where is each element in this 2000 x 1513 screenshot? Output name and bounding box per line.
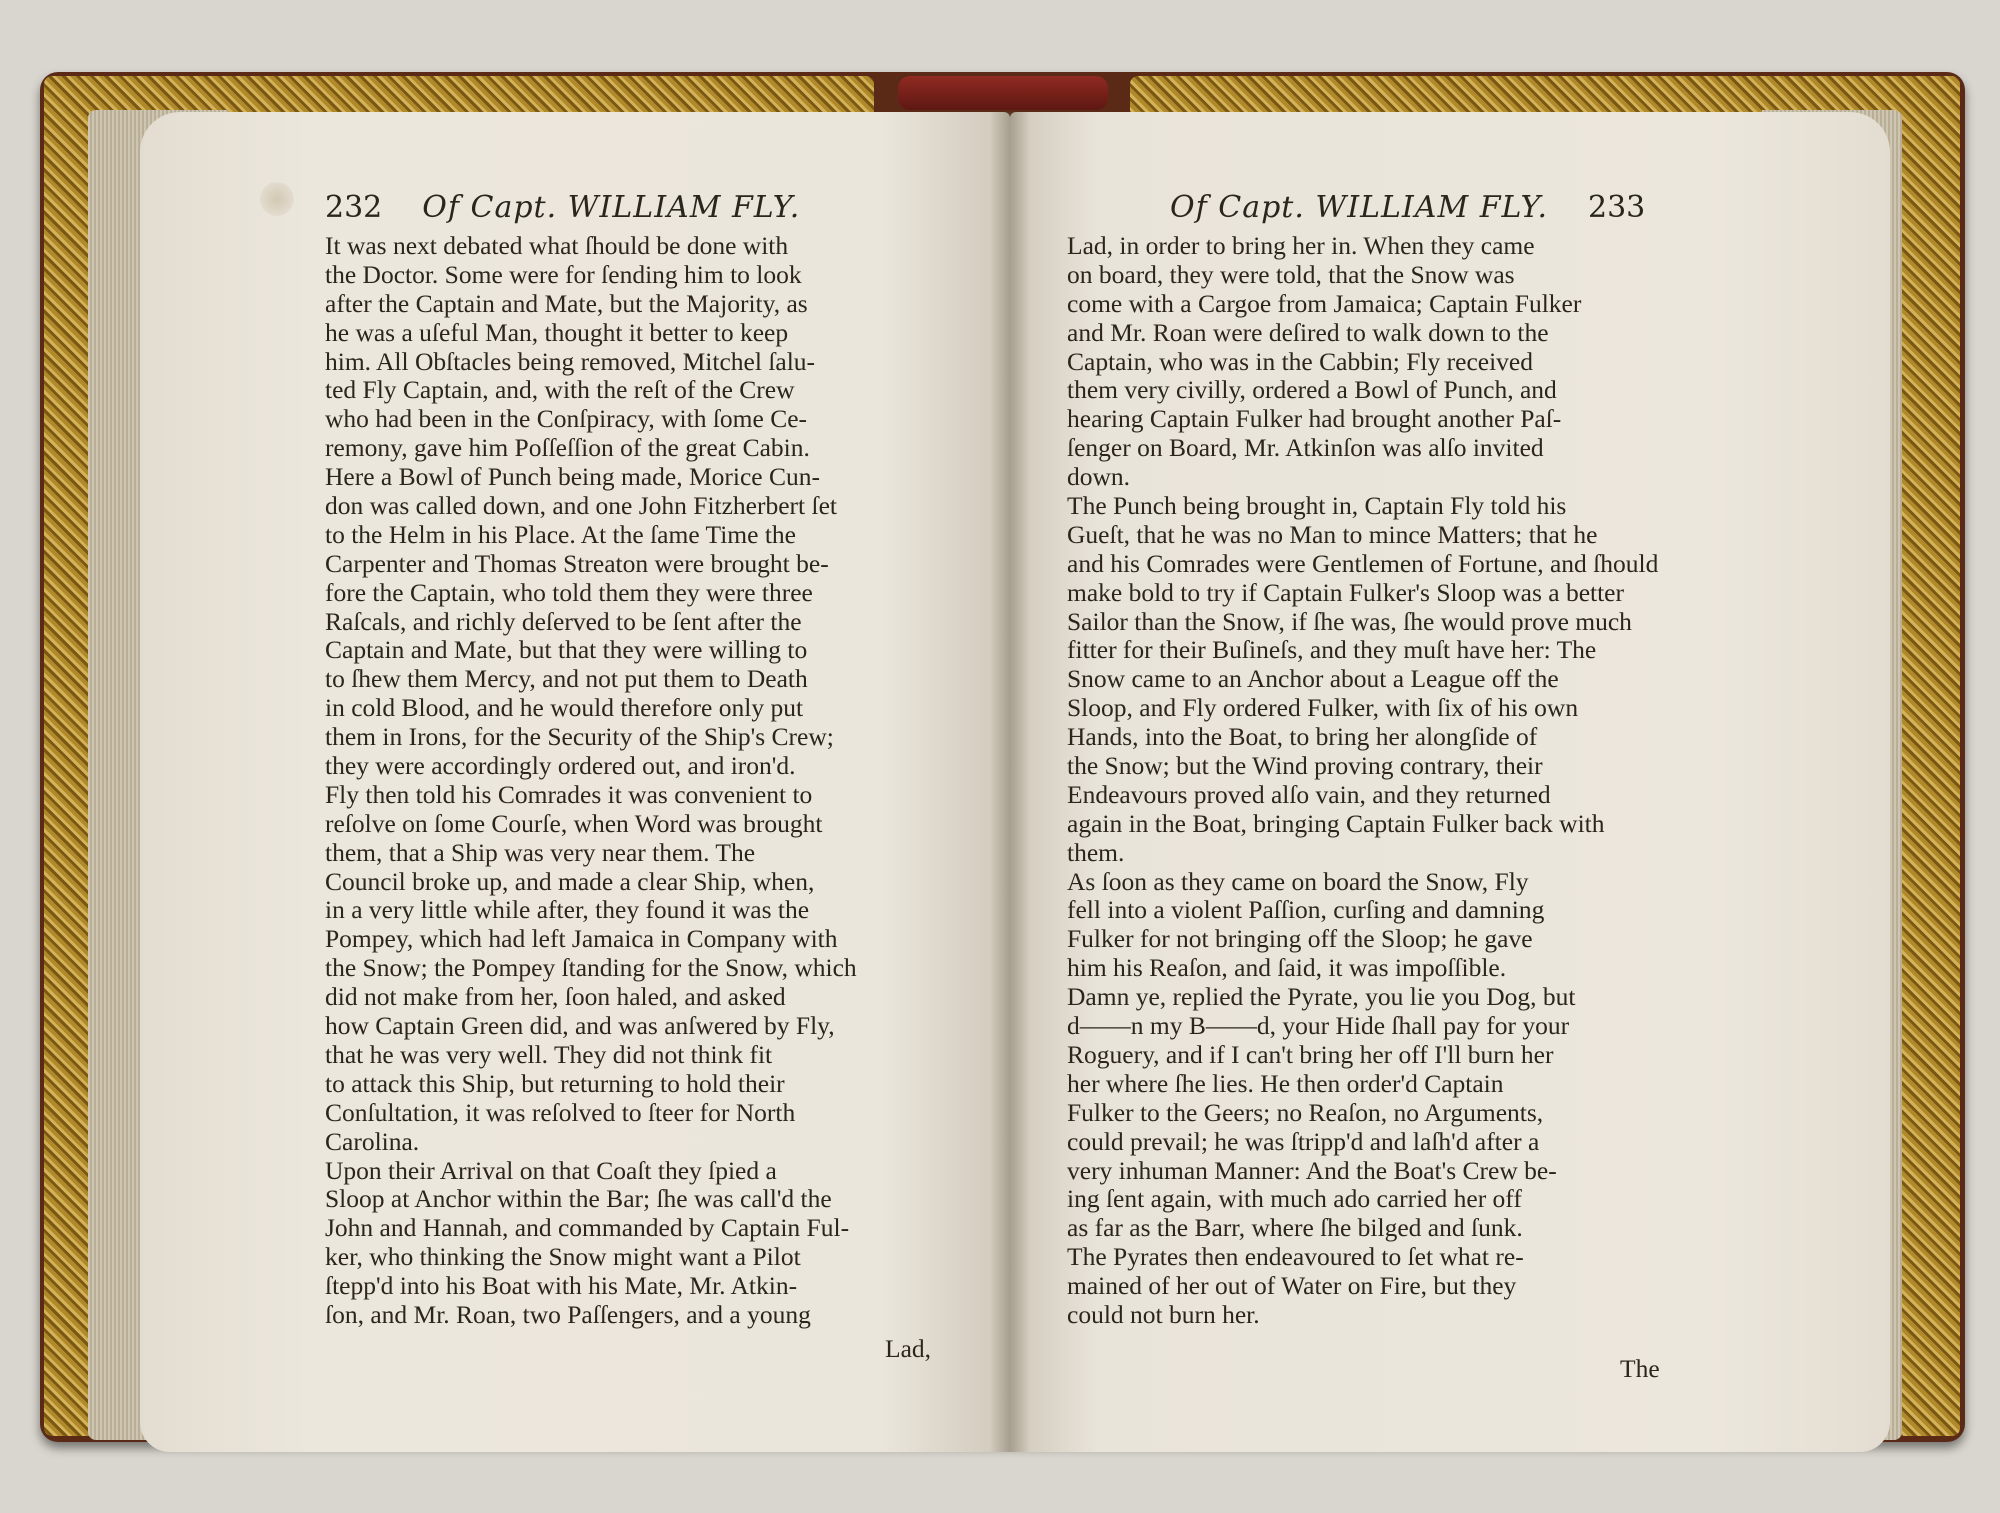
text-line: her where ſhe lies. He then order'd Captain bbox=[1067, 1069, 1504, 1098]
text-line: they were accordingly ordered out, and iron'd. bbox=[325, 752, 796, 781]
text-line: as far as the Barr, where ſhe bilged and ſunk. bbox=[1067, 1214, 1523, 1243]
text-line: hearing Captain Fulker had brought another Paſ- bbox=[1067, 405, 1562, 434]
text-line: them. bbox=[1067, 838, 1125, 867]
running-head: Of Capt. WILLIAM FLY. bbox=[1170, 190, 1548, 225]
text-line: Fulker to the Geers; no Reaſon, no Arguments, bbox=[1067, 1098, 1544, 1127]
text-line: him. All Obſtacles being removed, Mitchel ſalu- bbox=[325, 347, 816, 376]
text-line: come with a Cargoe from Jamaica; Captain Fulker bbox=[1067, 289, 1582, 318]
text-line: Hands, into the Boat, to bring her alongſide of bbox=[1067, 723, 1538, 752]
text-line: very inhuman Manner: And the Boat's Crew be- bbox=[1067, 1156, 1557, 1185]
right-page-header bbox=[1170, 190, 1645, 225]
text-line: fitter for their Buſineſs, and they muſt have her: The bbox=[1067, 636, 1597, 665]
text-line: The Punch being brought in, Captain Fly told his bbox=[1067, 492, 1567, 521]
text-line: and his Comrades were Gentlemen of Fortune, and ſhould bbox=[1067, 549, 1659, 578]
text-line: he was a uſeful Man, thought it better to keep bbox=[325, 318, 789, 347]
text-line: Captain, who was in the Cabbin; Fly received bbox=[1067, 347, 1533, 376]
text-line: ker, who thinking the Snow might want a Pilot bbox=[325, 1243, 801, 1272]
text-line: that he was very well. They did not think fit bbox=[325, 1040, 773, 1069]
text-line: John and Hannah, and commanded by Captain Ful- bbox=[325, 1214, 850, 1243]
text-line: them very civilly, ordered a Bowl of Punch, and bbox=[1067, 376, 1557, 405]
text-line: Endeavours proved alſo vain, and they returned bbox=[1067, 780, 1551, 809]
catchword: The bbox=[1620, 1354, 1660, 1383]
text-line: Raſcals, and richly deſerved to be ſent after the bbox=[325, 607, 802, 636]
text-line: again in the Boat, bringing Captain Fulker back with bbox=[1067, 809, 1605, 838]
page-number: 232 bbox=[325, 190, 383, 225]
text-line: to ſhew them Mercy, and not put them to Death bbox=[325, 665, 808, 694]
left-text-block bbox=[325, 232, 945, 1330]
text-line: to attack this Ship, but returning to hold their bbox=[325, 1069, 785, 1098]
text-line: Snow came to an Anchor about a League off the bbox=[1067, 665, 1559, 694]
text-line: ted Fly Captain, and, with the reſt of the Crew bbox=[325, 376, 795, 405]
text-line: who had been in the Conſpiracy, with ſome Ce- bbox=[325, 405, 808, 434]
text-line: Pompey, which had left Jamaica in Company with bbox=[325, 925, 838, 954]
text-line: remony, gave him Poſſeſſion of the great Cabin. bbox=[325, 434, 810, 463]
text-line: after the Captain and Mate, but the Majority, as bbox=[325, 289, 808, 318]
right-text-block bbox=[1067, 232, 1697, 1330]
text-line: could not burn her. bbox=[1067, 1300, 1260, 1329]
text-line: Gueſt, that he was no Man to mince Matters; that he bbox=[1067, 520, 1598, 549]
text-line: Damn ye, replied the Pyrate, you lie you Dog, but bbox=[1067, 983, 1576, 1012]
text-line: them, that a Ship was very near them. The bbox=[325, 838, 756, 867]
text-line: Sloop, and Fly ordered Fulker, with ſix of his own bbox=[1067, 694, 1579, 723]
foxing-spot bbox=[260, 182, 294, 216]
text-line: the Doctor. Some were for ſending him to look bbox=[325, 260, 802, 289]
left-page bbox=[140, 112, 1010, 1452]
right-page bbox=[1010, 112, 1890, 1452]
text-line: ſenger on Board, Mr. Atkinſon was alſo invited bbox=[1067, 434, 1544, 463]
text-line: Conſultation, it was reſolved to ſteer for North bbox=[325, 1098, 796, 1127]
text-line: Council broke up, and made a clear Ship, when, bbox=[325, 867, 815, 896]
text-line: Fulker for not bringing off the Sloop; he gave bbox=[1067, 925, 1533, 954]
text-line: ſtepp'd into his Boat with his Mate, Mr. Atkin- bbox=[325, 1272, 798, 1301]
text-line: Carolina. bbox=[325, 1127, 420, 1156]
text-line: him his Reaſon, and ſaid, it was impoſſible. bbox=[1067, 954, 1507, 983]
running-head: Of Capt. WILLIAM FLY. bbox=[422, 190, 801, 225]
text-line: how Captain Green did, and was anſwered by Fly, bbox=[325, 1012, 835, 1041]
text-line: the Snow; the Pompey ſtanding for the Snow, which bbox=[325, 954, 857, 983]
left-page-header bbox=[325, 190, 800, 225]
text-line: them in Irons, for the Security of the Ship's Crew; bbox=[325, 723, 834, 752]
text-line: Sailor than the Snow, if ſhe was, ſhe would prove much bbox=[1067, 607, 1632, 636]
text-line: As ſoon as they came on board the Snow, Fly bbox=[1067, 867, 1529, 896]
text-line: in a very little while after, they found it was the bbox=[325, 896, 810, 925]
text-line: Captain and Mate, but that they were willing to bbox=[325, 636, 808, 665]
text-line: Lad, in order to bring her in. When they came bbox=[1067, 232, 1535, 260]
text-line: down. bbox=[1067, 463, 1131, 492]
text-line: fell into a violent Paſſion, curſing and damning bbox=[1067, 896, 1545, 925]
headband bbox=[898, 76, 1108, 110]
text-line: ſon, and Mr. Roan, two Paſſengers, and a young bbox=[325, 1300, 811, 1329]
page-number: 233 bbox=[1588, 190, 1646, 225]
catchword: Lad, bbox=[885, 1334, 932, 1363]
text-line: ing ſent again, with much ado carried her off bbox=[1067, 1185, 1522, 1214]
text-line: fore the Captain, who told them they were three bbox=[325, 578, 813, 607]
text-line: Carpenter and Thomas Streaton were brought be- bbox=[325, 549, 829, 578]
text-line: Sloop at Anchor within the Bar; ſhe was call'd the bbox=[325, 1185, 832, 1214]
text-line: Here a Bowl of Punch being made, Morice Cun- bbox=[325, 463, 820, 492]
text-line: Roguery, and if I can't bring her off I'll burn her bbox=[1067, 1040, 1554, 1069]
text-line: Upon their Arrival on that Coaſt they ſpied a bbox=[325, 1156, 777, 1185]
text-line: the Snow; but the Wind proving contrary, their bbox=[1067, 752, 1543, 781]
text-line: It was next debated what ſhould be done with bbox=[325, 232, 789, 260]
text-line: d——n my B——d, your Hide ſhall pay for your bbox=[1067, 1012, 1570, 1041]
text-line: The Pyrates then endeavoured to ſet what re- bbox=[1067, 1243, 1524, 1272]
text-line: don was called down, and one John Fitzherbert ſet bbox=[325, 492, 837, 521]
gutter-shadow bbox=[990, 112, 1030, 1452]
text-line: on board, they were told, that the Snow was bbox=[1067, 260, 1515, 289]
text-line: could prevail; he was ſtripp'd and laſh'd after a bbox=[1067, 1127, 1540, 1156]
text-line: make bold to try if Captain Fulker's Sloop was a better bbox=[1067, 578, 1624, 607]
text-line: mained of her out of Water on Fire, but they bbox=[1067, 1272, 1517, 1301]
text-line: Fly then told his Comrades it was convenient to bbox=[325, 780, 813, 809]
text-line: reſolve on ſome Courſe, when Word was brought bbox=[325, 809, 823, 838]
text-line: to the Helm in his Place. At the ſame Time the bbox=[325, 520, 796, 549]
text-line: in cold Blood, and he would therefore only put bbox=[325, 694, 804, 723]
text-line: did not make from her, ſoon haled, and asked bbox=[325, 983, 786, 1012]
text-line: and Mr. Roan were deſired to walk down to the bbox=[1067, 318, 1549, 347]
